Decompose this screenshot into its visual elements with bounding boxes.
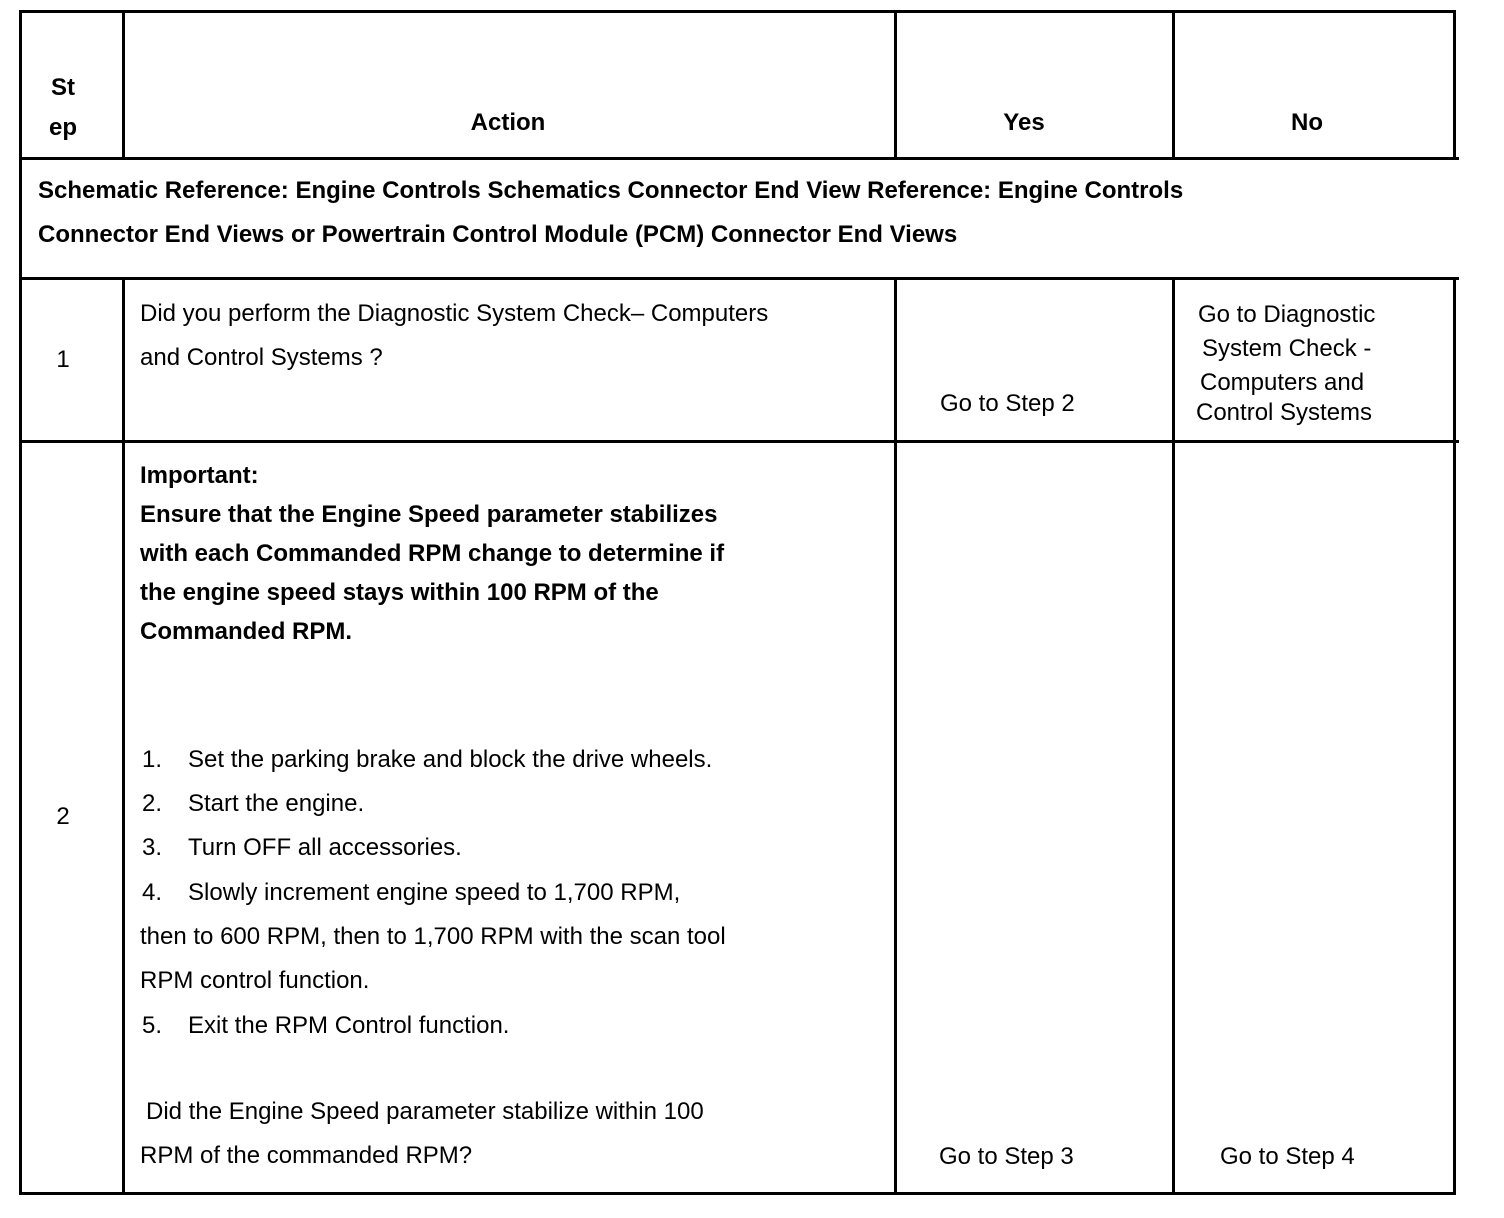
row1-action-line2: and Control Systems ? [140, 344, 383, 371]
row1-no-line2: System Check - [1202, 335, 1372, 362]
procedure-step4-cont1: then to 600 RPM, then to 1,700 RPM with the scan tool [140, 923, 726, 950]
header-yes: Yes [1003, 109, 1045, 136]
procedure-step2-num: 2. [142, 790, 163, 817]
important-label: Important: [140, 462, 259, 489]
procedure-step1-text: Set the parking brake and block the drive wheels. [188, 746, 713, 773]
reference-divider [22, 277, 1459, 280]
procedure-step4-num: 4. [142, 879, 163, 906]
procedure-step4-cont2: RPM control function. [140, 967, 370, 994]
row2-question-line1: Did the Engine Speed parameter stabilize within 100 [146, 1098, 704, 1125]
row2-no: Go to Step 4 [1220, 1143, 1355, 1170]
col-divider-yes-rows [1172, 277, 1175, 1195]
procedure-step1-num: 1. [142, 746, 163, 773]
header-action: Action [470, 109, 546, 136]
row1-divider [22, 440, 1459, 443]
header-no: No [1291, 109, 1323, 136]
row1-step: 1 [56, 346, 70, 373]
row1-no-line4: Control Systems [1196, 399, 1373, 426]
header-step-line2: ep [48, 114, 77, 141]
col-divider-action-rows [894, 277, 897, 1195]
procedure-step2-text: Start the engine. [188, 790, 365, 817]
reference-line2: Connector End Views or Powertrain Control Module (PCM) Connector End Views [38, 221, 958, 248]
row2-question-line2: RPM of the commanded RPM? [140, 1142, 473, 1169]
col-divider-step [122, 13, 125, 160]
procedure-step4-text: Slowly increment engine speed to 1,700 RPM, [188, 879, 681, 906]
procedure-step5-num: 5. [142, 1012, 163, 1039]
header-step-line1: St [51, 74, 75, 101]
row1-yes: Go to Step 2 [940, 390, 1075, 417]
header-divider [22, 157, 1459, 160]
important-line4: Commanded RPM. [140, 618, 353, 645]
col-divider-action [894, 13, 897, 160]
important-line2: with each Commanded RPM change to determine if [140, 540, 725, 567]
reference-line1: Schematic Reference: Engine Controls Schematics Connector End View Reference: Engine Controls [38, 177, 1184, 204]
procedure-step3-text: Turn OFF all accessories. [188, 834, 462, 861]
row2-yes: Go to Step 3 [939, 1143, 1074, 1170]
col-divider-no-rows [1453, 277, 1456, 1195]
procedure-step5-text: Exit the RPM Control function. [188, 1012, 510, 1039]
procedure-step3-num: 3. [142, 834, 163, 861]
col-divider-no [1453, 13, 1456, 160]
important-line3: the engine speed stays within 100 RPM of the [140, 579, 659, 606]
row1-action-line1: Did you perform the Diagnostic System Check– Computers [140, 300, 769, 327]
row2-step: 2 [56, 803, 70, 830]
row1-no-line3: Computers and [1200, 369, 1365, 396]
col-divider-step-rows [122, 277, 125, 1195]
important-line1: Ensure that the Engine Speed parameter stabilizes [140, 501, 718, 528]
row1-no-line1: Go to Diagnostic [1198, 301, 1376, 328]
header-step [22, 68, 104, 148]
col-divider-yes [1172, 13, 1175, 160]
